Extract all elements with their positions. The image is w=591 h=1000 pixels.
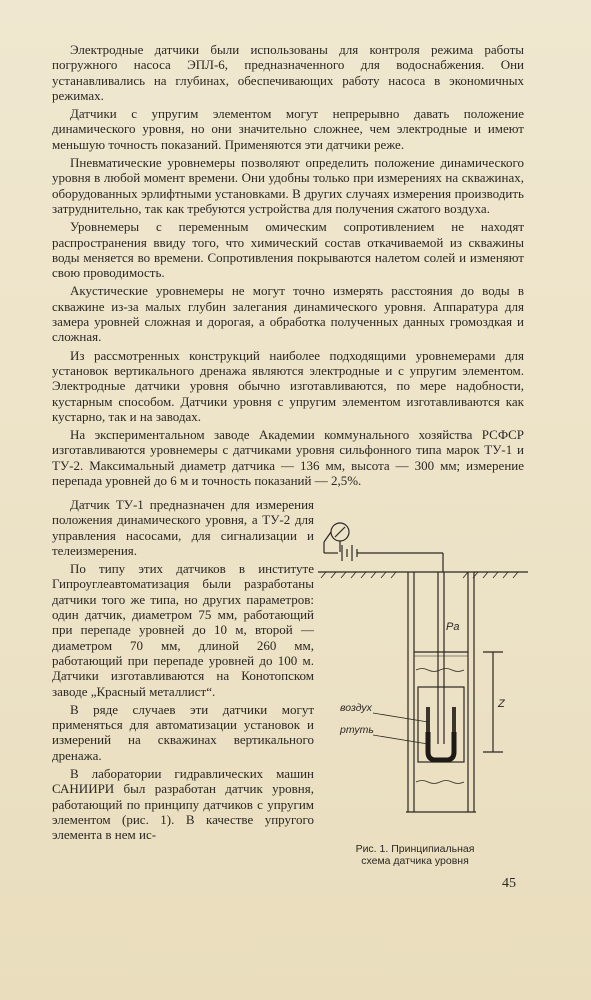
- paragraph-3: Пневматические уровнемеры позволяют определить положение динамического уровня в любой момент времени. Они удобны только при измерениях на скважинах, оборудованных эрлифтными установками. В других случаях измерения производить затруднительно, так как требуются устройства для получения сжатого воздуха.: [52, 155, 524, 216]
- figure-caption: [330, 843, 500, 867]
- level-sensor-diagram: [318, 512, 528, 842]
- paragraph-7: На экспериментальном заводе Академии коммунального хозяйства РСФСР изготавливаются уровнемеры с датчиками уровня сильфонного типа марок ТУ-1 и ТУ-2. Максимальный диаметр датчика — 136 мм, высота — 300 мм; измерение перепада уровней до 6 м и точность показаний — 2,5%.: [52, 427, 524, 489]
- body-text: [52, 42, 524, 491]
- paragraph-5: Акустические уровнемеры не могут точно измерять расстояния до воды в скважине из-за малых глубин залегания динамического уровня. Аппаратура для замера уровней сложная и дорогая, а обработка полученных данных громоздкая и сложная.: [52, 283, 524, 345]
- narrow-text-column: [52, 497, 314, 846]
- paragraph-8: Датчик ТУ-1 предназначен для измерения положения динамического уровня, а ТУ-2 для управления насосами, для сигнализации и телеизмерения.: [52, 497, 314, 558]
- paragraph-9: По типу этих датчиков в институте Гипроуглеавтоматизация были разработаны датчики того же типа, но других параметров: один датчик, диаметром 75 мм, работающий при перепаде уровней до 10 м, второй — диаметром 70 мм, длиной 260 мм, работающий при перепаде уровней до 100 м. Датчики изготавливаются на Конотопском заводе „Красный металлист“.: [52, 561, 314, 699]
- caption-line-1: Рис. 1. Принципиальная: [355, 843, 475, 855]
- mercury-column: [428, 732, 454, 760]
- page-number: 45: [502, 876, 516, 891]
- paragraph-10: В ряде случаев эти датчики могут применяться для автоматизации установок и измерений на скважинах вертикального дренажа.: [52, 701, 314, 763]
- label-pa: Pa: [446, 621, 460, 633]
- label-mercury: ртуть: [340, 724, 374, 736]
- figure-level-sensor: [318, 512, 528, 867]
- paragraph-4: Уровнемеры с переменным омическим сопротивлением не находят распространения ввиду того, что химический состав откачиваемой из скважины воды меняется во времени. Сопротивления покрываются налетом солей и изменяют свою проводимость.: [52, 219, 524, 281]
- label-air: воздух: [340, 702, 372, 714]
- paragraph-11: В лаборатории гидравлических машин САНИИРИ был разработан датчик уровня, работающий по принципу датчиков с упругим элементом (рис. 1). В качестве упругого элемента в нем ис-: [52, 766, 314, 843]
- sensor-housing: [418, 687, 464, 762]
- paragraph-2: Датчики с упругим элементом могут непрерывно давать положение динамического уровня, но они значительно сложнее, чем электродные и имеют меньшую точность показаний. Применяются эти датчики реже.: [52, 106, 524, 152]
- paragraph-1: Электродные датчики были использованы для контроля режима работы погружного насоса ЭПЛ-6, предназначенного для водоснабжения. Они устанавливались на глубинах, обеспечивающих работу насоса в экономичных режимах.: [52, 42, 524, 103]
- paragraph-6: Из рассмотренных конструкций наиболее подходящими уровнемерами для установок вертикального дренажа являются электродные и с упругим элементом. Электродные датчики уровня обычно изготавливаются, по мере надобности, кустарным способом. Датчики уровня с упругим элементом изготавливаются как кустарно, так и на заводах.: [52, 347, 524, 424]
- caption-line-2: схема датчика уровня: [361, 855, 469, 867]
- label-z: Z: [498, 698, 505, 710]
